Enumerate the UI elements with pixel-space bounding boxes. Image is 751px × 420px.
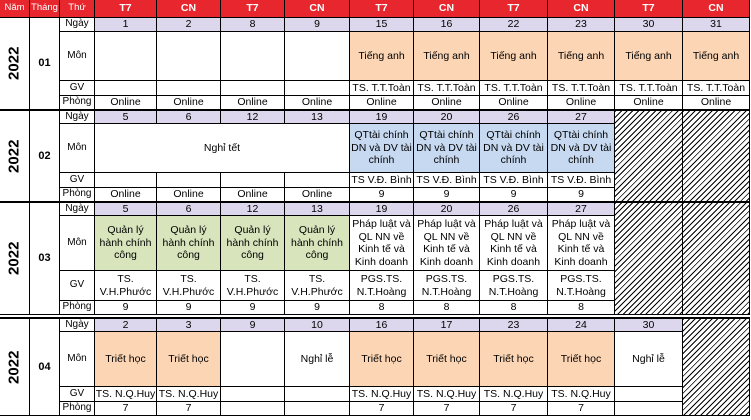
teacher-cell [285, 387, 350, 402]
room-cell: 7 [95, 402, 157, 416]
teacher-cell: TS. T.T.Toàn [683, 81, 750, 96]
subject-cell: Nghỉ lễ [285, 332, 350, 387]
header-month: Tháng [30, 0, 60, 18]
day-number: 22 [480, 18, 548, 32]
room-cell: Online [414, 96, 480, 110]
teacher-cell: TS V.Đ. Bình [350, 173, 414, 188]
room-cell: 7 [548, 402, 615, 416]
subject-cell: Triết học [480, 332, 548, 387]
teacher-cell: PGS.TS. N.T.Hoàng [548, 271, 615, 301]
room-cell: Online [95, 96, 157, 110]
year-label: 2022 [5, 241, 23, 276]
teacher-cell: TS. T.T.Toàn [414, 81, 480, 96]
header-day-name: CN [157, 0, 221, 18]
day-number: 26 [480, 201, 548, 216]
day-number: 15 [350, 18, 414, 32]
teacher-cell [95, 81, 157, 96]
room-cell: 7 [480, 402, 548, 416]
teacher-cell: TS. V.H.Phước [285, 271, 350, 301]
subject-cell: Pháp luật và QL NN về Kinh tế và Kinh doanh [350, 216, 414, 271]
day-number: 2 [157, 18, 221, 32]
header-day-name: T7 [95, 0, 157, 18]
teacher-cell: TS. N.Q.Huy [95, 387, 157, 402]
room-cell: Online [683, 96, 750, 110]
subject-cell: QTtài chính DN và DV tài chính [414, 124, 480, 173]
subject-cell [157, 32, 221, 81]
subject-cell: Pháp luật và QL NN về Kinh tế và Kinh doanh [480, 216, 548, 271]
day-number: 26 [480, 109, 548, 124]
room-cell: Online [221, 96, 285, 110]
subject-cell [221, 32, 285, 81]
subject-cell [95, 32, 157, 81]
day-number: 27 [548, 109, 615, 124]
row-label-teacher: GV [60, 271, 95, 301]
teacher-cell: TS. N.Q.Huy [157, 387, 221, 402]
day-number: 12 [221, 109, 285, 124]
hatched-unused-cell [683, 109, 750, 202]
row-label-day: Ngày [60, 317, 95, 332]
day-number: 9 [221, 317, 285, 332]
row-label-teacher: GV [60, 387, 95, 402]
header-day-name: T7 [221, 0, 285, 18]
teacher-cell: TS. V.H.Phước [157, 271, 221, 301]
teacher-cell [221, 81, 285, 96]
year-cell [0, 201, 30, 315]
subject-cell: QTtài chính DN và DV tài chính [548, 124, 615, 173]
room-cell: Online [285, 188, 350, 202]
teacher-cell: TS. N.Q.Huy [548, 387, 615, 402]
day-number: 8 [221, 18, 285, 32]
day-number: 30 [615, 18, 683, 32]
month-label: 04 [30, 317, 60, 416]
teacher-cell: PGS.TS. N.T.Hoàng [480, 271, 548, 301]
room-cell: 9 [480, 188, 548, 202]
subject-cell: Pháp luật và QL NN về Kinh tế và Kinh doanh [548, 216, 615, 271]
subject-cell: Tiếng anh [683, 32, 750, 81]
teacher-cell [285, 173, 350, 188]
subject-cell: Nghỉ tết [95, 124, 350, 173]
row-label-subject: Môn [60, 332, 95, 387]
teacher-cell: TS. T.T.Toàn [548, 81, 615, 96]
room-cell [221, 402, 285, 416]
day-number: 23 [480, 317, 548, 332]
day-number: 19 [350, 109, 414, 124]
day-number: 1 [95, 18, 157, 32]
subject-cell: Quản lý hành chính công [157, 216, 221, 271]
room-cell: Online [548, 96, 615, 110]
day-number: 27 [548, 201, 615, 216]
teacher-cell [285, 81, 350, 96]
row-label-subject: Môn [60, 216, 95, 271]
teacher-cell [221, 173, 285, 188]
day-number: 6 [157, 109, 221, 124]
day-number: 12 [221, 201, 285, 216]
hatched-unused-cell [683, 317, 750, 416]
subject-cell: Nghỉ lễ [615, 332, 683, 387]
subject-cell: QTtài chính DN và DV tài chính [480, 124, 548, 173]
teacher-cell [615, 387, 683, 402]
header-day-name: CN [548, 0, 615, 18]
room-cell: Online [157, 96, 221, 110]
day-number: 20 [414, 109, 480, 124]
row-label-teacher: GV [60, 173, 95, 188]
teacher-cell: TS. V.H.Phước [221, 271, 285, 301]
teacher-cell: TS. T.T.Toàn [350, 81, 414, 96]
day-number: 2 [95, 317, 157, 332]
hatched-unused-cell [615, 201, 683, 315]
month-label: 01 [30, 18, 60, 110]
subject-cell [221, 332, 285, 387]
subject-cell: Quản lý hành chính công [285, 216, 350, 271]
header-day-name: T7 [615, 0, 683, 18]
day-number: 19 [350, 201, 414, 216]
day-number: 30 [615, 317, 683, 332]
row-label-room: Phòng [60, 96, 95, 110]
subject-cell: Tiếng anh [548, 32, 615, 81]
room-cell: Online [350, 96, 414, 110]
hatched-unused-cell [615, 109, 683, 202]
teacher-cell [95, 173, 157, 188]
header-year: Năm [0, 0, 30, 18]
room-cell: Online [480, 96, 548, 110]
subject-cell: Pháp luật và QL NN về Kinh tế và Kinh doanh [414, 216, 480, 271]
year-cell [0, 317, 30, 416]
day-number: 5 [95, 201, 157, 216]
day-number: 13 [285, 109, 350, 124]
header-day-name: CN [683, 0, 750, 18]
subject-cell: QTtài chính DN và DV tài chính [350, 124, 414, 173]
teacher-cell: TS V.Đ. Bình [480, 173, 548, 188]
teacher-cell: TS. T.T.Toàn [480, 81, 548, 96]
room-cell: 9 [350, 188, 414, 202]
row-label-subject: Môn [60, 124, 95, 173]
subject-cell: Triết học [350, 332, 414, 387]
row-label-day: Ngày [60, 201, 95, 216]
subject-cell: Tiếng anh [615, 32, 683, 81]
room-cell: Online [221, 188, 285, 202]
day-number: 5 [95, 109, 157, 124]
hatched-unused-cell [683, 201, 750, 315]
subject-cell: Quản lý hành chính công [221, 216, 285, 271]
header-day-name: T7 [480, 0, 548, 18]
day-number: 3 [157, 317, 221, 332]
day-number: 9 [285, 18, 350, 32]
room-cell: 9 [157, 301, 221, 315]
room-cell: Online [157, 188, 221, 202]
teacher-cell: TS. N.Q.Huy [350, 387, 414, 402]
subject-cell: Triết học [95, 332, 157, 387]
teacher-cell: TS. V.H.Phước [95, 271, 157, 301]
room-cell: 9 [414, 188, 480, 202]
room-cell: Online [95, 188, 157, 202]
header-day-name: CN [414, 0, 480, 18]
day-number: 20 [414, 201, 480, 216]
day-number: 16 [414, 18, 480, 32]
day-number: 16 [350, 317, 414, 332]
row-label-room: Phòng [60, 188, 95, 202]
room-cell [285, 402, 350, 416]
teacher-cell: PGS.TS. N.T.Hoàng [350, 271, 414, 301]
row-label-day: Ngày [60, 109, 95, 124]
subject-cell: Quản lý hành chính công [95, 216, 157, 271]
row-label-teacher: GV [60, 81, 95, 96]
teacher-cell: TS. T.T.Toàn [615, 81, 683, 96]
subject-cell: Triết học [548, 332, 615, 387]
subject-cell: Triết học [414, 332, 480, 387]
year-label: 2022 [5, 46, 23, 81]
day-number: 10 [285, 317, 350, 332]
teacher-cell: TS. N.Q.Huy [414, 387, 480, 402]
year-label: 2022 [5, 350, 23, 384]
teacher-cell [157, 81, 221, 96]
year-cell [0, 109, 30, 202]
room-cell: 8 [548, 301, 615, 315]
room-cell: Online [285, 96, 350, 110]
day-number: 24 [548, 317, 615, 332]
room-cell: 9 [285, 301, 350, 315]
room-cell: 8 [350, 301, 414, 315]
day-number: 17 [414, 317, 480, 332]
teacher-cell: PGS.TS. N.T.Hoàng [414, 271, 480, 301]
header-day-name: T7 [350, 0, 414, 18]
room-cell: 9 [221, 301, 285, 315]
room-cell: 9 [95, 301, 157, 315]
subject-cell: Triết học [157, 332, 221, 387]
teacher-cell: TS V.Đ. Bình [548, 173, 615, 188]
room-cell: Online [615, 96, 683, 110]
room-cell: 7 [350, 402, 414, 416]
day-number: 31 [683, 18, 750, 32]
year-label: 2022 [5, 139, 23, 173]
room-cell: 8 [414, 301, 480, 315]
subject-cell: Tiếng anh [480, 32, 548, 81]
subject-cell [285, 32, 350, 81]
row-label-day: Ngày [60, 18, 95, 32]
row-label-room: Phòng [60, 402, 95, 416]
row-label-subject: Môn [60, 32, 95, 81]
day-number: 6 [157, 201, 221, 216]
day-number: 13 [285, 201, 350, 216]
room-cell [615, 402, 683, 416]
room-cell: 8 [480, 301, 548, 315]
header-weekday: Thứ [60, 0, 95, 18]
teacher-cell [221, 387, 285, 402]
subject-cell: Tiếng anh [414, 32, 480, 81]
year-cell [0, 18, 30, 110]
day-number: 23 [548, 18, 615, 32]
row-label-room: Phòng [60, 301, 95, 315]
teacher-cell: TS. N.Q.Huy [480, 387, 548, 402]
room-cell: 9 [548, 188, 615, 202]
header-day-name: CN [285, 0, 350, 18]
room-cell: 7 [157, 402, 221, 416]
month-label: 03 [30, 201, 60, 315]
teacher-cell [157, 173, 221, 188]
teacher-cell: TS V.Đ. Bình [414, 173, 480, 188]
month-label: 02 [30, 109, 60, 202]
subject-cell: Tiếng anh [350, 32, 414, 81]
room-cell: 7 [414, 402, 480, 416]
